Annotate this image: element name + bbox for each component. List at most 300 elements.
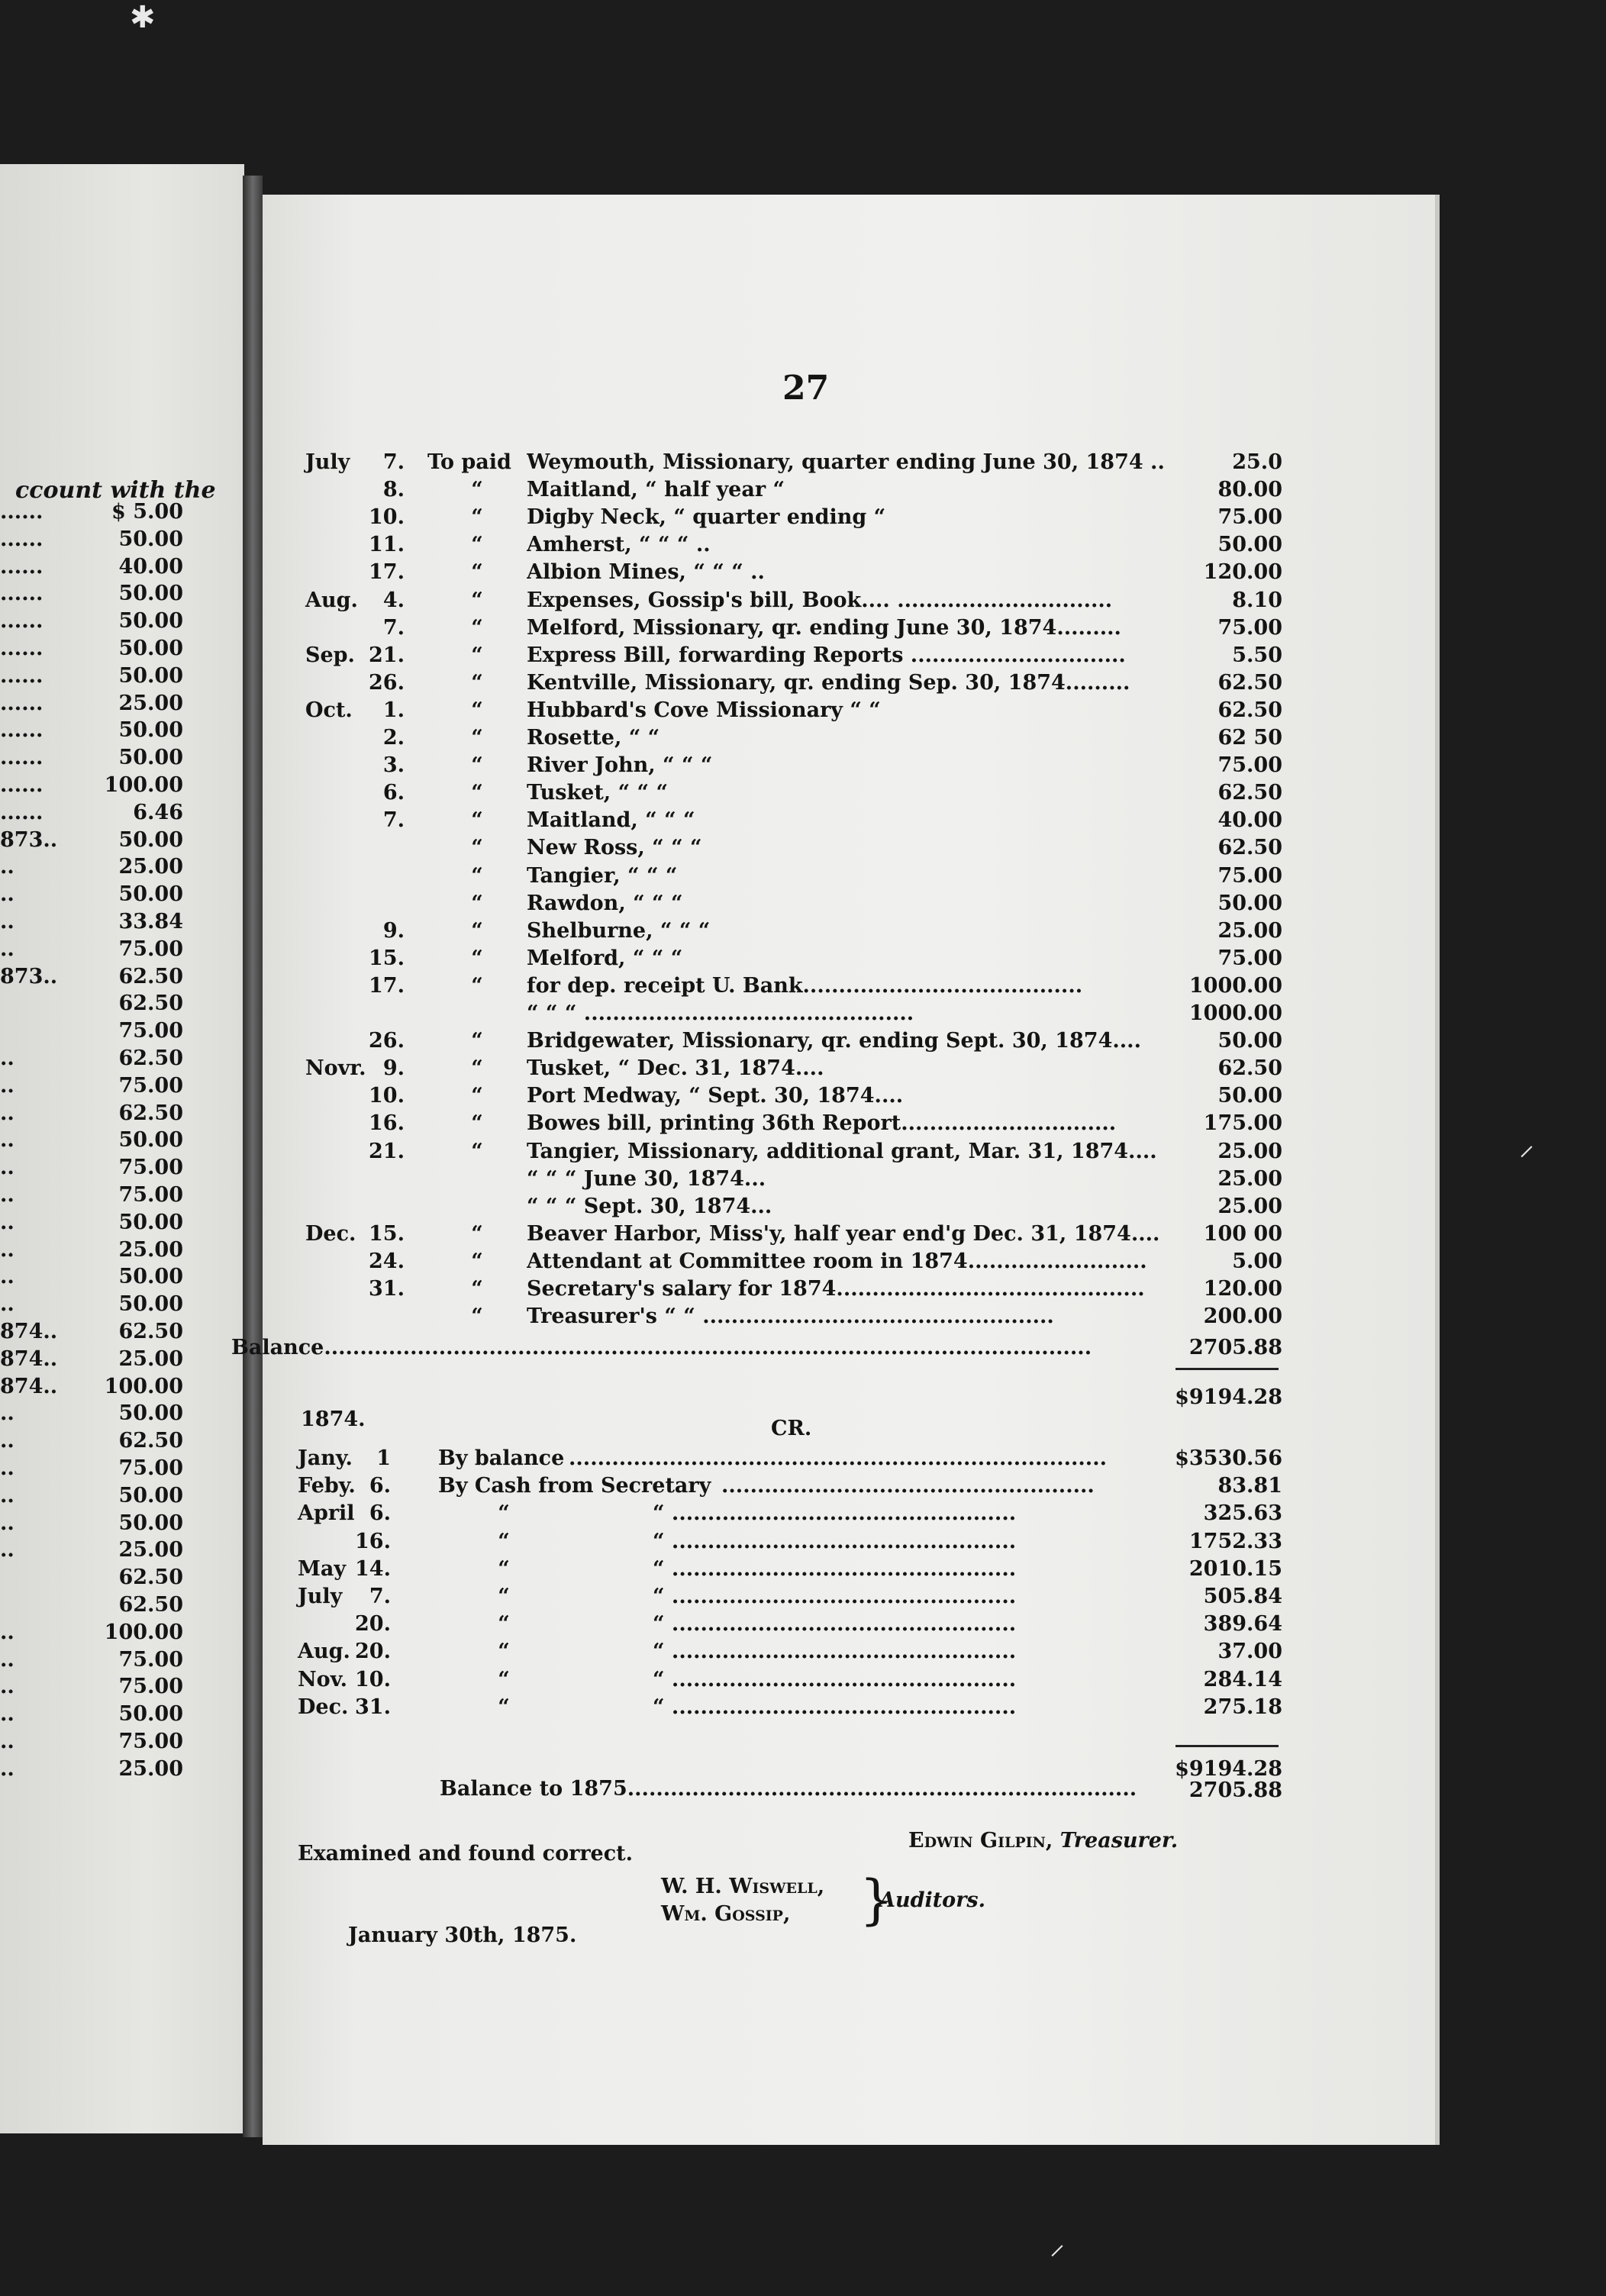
entry-description: Attendant at Committee room in 1874......................... [527, 1249, 1147, 1273]
left-row-prefix: .. [0, 1702, 15, 1727]
entry-to: To paid [427, 450, 511, 474]
entry-amount: 100 00 [1203, 1221, 1282, 1246]
credit-amount: 37.00 [1217, 1640, 1282, 1664]
left-page-row [0, 1730, 183, 1756]
entry-day: 6. [382, 781, 405, 805]
left-row-amount: 75.00 [118, 1156, 183, 1180]
credit-amount: 389.64 [1203, 1612, 1282, 1637]
entry-to: “ [471, 1277, 483, 1301]
entry-to: “ [471, 615, 483, 640]
left-page-row [0, 1675, 183, 1701]
left-row-prefix: ...... [0, 718, 44, 743]
entry-to: “ [471, 1139, 483, 1163]
entry-description: Tangier, “ “ “ [527, 863, 678, 888]
entry-day: 2. [382, 726, 405, 750]
left-row-amount: 25.00 [118, 1756, 183, 1781]
left-row-prefix: .. [0, 1183, 15, 1207]
entry-day: 7. [382, 450, 405, 474]
entry-to: “ [471, 973, 483, 998]
entry-day: 3. [382, 753, 405, 778]
left-row-prefix: ...... [0, 800, 44, 824]
entry-amount: 50.00 [1217, 1029, 1282, 1053]
entry-description: Melford, “ “ “ [527, 946, 683, 970]
left-row-prefix: .. [0, 1210, 15, 1234]
entry-to: “ [471, 753, 483, 778]
left-page-row [0, 937, 183, 963]
entry-to: “ [471, 1084, 483, 1108]
left-row-amount: 75.00 [118, 1073, 183, 1098]
left-row-prefix: ...... [0, 773, 44, 797]
left-row-amount: 62.50 [118, 1593, 183, 1617]
left-row-amount: 50.00 [118, 663, 183, 688]
credit-source: “ [498, 1585, 510, 1608]
entry-description: Tusket, “ Dec. 31, 1874.... [527, 1056, 824, 1081]
entry-amount: 62.50 [1217, 836, 1282, 860]
entry-amount: 62.50 [1217, 670, 1282, 695]
credit-leader: .................................................... [721, 1474, 1095, 1498]
auditor-gossip: Wm. Gossip, [661, 1902, 791, 1926]
entry-description: Tangier, Missionary, additional grant, Mar. 31, 1874.... [527, 1139, 1157, 1163]
left-row-amount: 40.00 [118, 554, 183, 579]
credit-amount: $3530.56 [1175, 1446, 1282, 1470]
left-page-row [0, 1128, 183, 1154]
left-page-row [0, 1183, 183, 1209]
entry-day: 16. [369, 1111, 405, 1136]
left-row-prefix: .. [0, 1101, 15, 1125]
credit-amount: 1752.33 [1188, 1529, 1282, 1553]
entry-day: 10. [369, 1084, 405, 1108]
entry-to: “ [471, 891, 483, 915]
left-row-prefix: ...... [0, 637, 44, 660]
left-row-prefix: .. [0, 855, 15, 879]
credit-source: “ [498, 1640, 510, 1664]
balance-amount: 2705.88 [1188, 1336, 1282, 1359]
left-row-prefix: 874.. [0, 1374, 58, 1398]
left-row-amount: 62.50 [118, 1429, 183, 1453]
entry-description: Amherst, “ “ “ .. [527, 533, 711, 557]
left-page-row [0, 1757, 183, 1783]
credit-total-rule [1175, 1745, 1279, 1747]
left-row-prefix: .. [0, 1538, 15, 1562]
entry-day: 9. [382, 918, 405, 943]
entry-description: “ “ “ June 30, 1874... [527, 1166, 766, 1191]
left-row-amount: 50.00 [118, 582, 183, 606]
entry-amount: 75.00 [1217, 753, 1282, 778]
credit-amount: 275.18 [1203, 1695, 1282, 1719]
entry-description: Bowes bill, printing 36th Report.............................. [527, 1111, 1117, 1136]
entry-to: “ [471, 698, 483, 722]
credit-month: Jany. [298, 1446, 353, 1470]
entry-amount: 8.10 [1232, 588, 1282, 612]
left-row-prefix: ...... [0, 663, 44, 688]
left-page-row [0, 746, 183, 772]
entry-amount: 120.00 [1203, 1277, 1282, 1301]
left-row-amount: 50.00 [118, 827, 183, 852]
debit-total: $9194.28 [1175, 1385, 1282, 1409]
entry-description: Kentville, Missionary, qr. ending Sep. 30, 1874......... [527, 670, 1130, 695]
entry-amount: 62.50 [1217, 698, 1282, 722]
entry-amount: 62.50 [1217, 1056, 1282, 1081]
entry-to: “ [471, 1056, 483, 1081]
credit-day: 16. [355, 1529, 391, 1553]
left-row-prefix: 873.. [0, 964, 58, 988]
credit-amount: 284.14 [1203, 1667, 1282, 1691]
entry-description: Express Bill, forwarding Reports .............................. [527, 643, 1126, 667]
entry-description: Melford, Missionary, qr. ending June 30, 1874......... [527, 615, 1121, 640]
entry-day: 26. [369, 1029, 405, 1053]
credit-day: 20. [355, 1640, 391, 1664]
entry-description: Rawdon, “ “ “ [527, 891, 683, 915]
left-row-prefix: .. [0, 1265, 15, 1289]
credit-month: Dec. [298, 1695, 349, 1719]
cr-year: 1874. [301, 1408, 366, 1431]
entry-month: Sep. [305, 643, 355, 667]
entry-day: 15. [369, 946, 405, 970]
left-row-prefix: .. [0, 1073, 15, 1098]
left-page-row [0, 1211, 183, 1237]
left-row-amount: 75.00 [118, 1647, 183, 1672]
left-page-row [0, 1347, 183, 1373]
entry-description: Shelburne, “ “ “ [527, 918, 711, 943]
entry-day: 4. [382, 588, 405, 612]
left-facing-page [0, 164, 244, 2133]
left-page-row [0, 1401, 183, 1427]
entry-amount: 25.00 [1217, 1194, 1282, 1218]
entry-to: “ [471, 726, 483, 750]
entry-description: Port Medway, “ Sept. 30, 1874.... [527, 1084, 904, 1108]
left-row-amount: 50.00 [118, 1511, 183, 1535]
left-page-row [0, 1511, 183, 1537]
entry-day: 1. [382, 698, 405, 722]
left-row-amount: 75.00 [118, 1730, 183, 1753]
entry-day: 31. [369, 1277, 405, 1301]
credit-source: “ [498, 1501, 510, 1526]
left-page-row [0, 1238, 183, 1264]
left-page-row [0, 1292, 183, 1318]
entry-description: Weymouth, Missionary, quarter ending June 30, 1874 .. [527, 450, 1165, 474]
film-scratch: ⸝ [1519, 1127, 1534, 1163]
credit-leader: “ ................................................ [653, 1640, 1017, 1664]
entry-to: “ [471, 643, 483, 667]
entry-day: 11. [369, 533, 405, 557]
credit-month: July [298, 1585, 343, 1608]
left-row-prefix: .. [0, 1456, 15, 1480]
left-row-amount: 50.00 [118, 1265, 183, 1289]
entry-day: 7. [382, 808, 405, 833]
left-page-row [0, 1702, 183, 1728]
entry-to: “ [471, 588, 483, 612]
left-page-header: ccount with the [15, 477, 216, 504]
balance-to-label: Balance to 1875....................................................................... [440, 1777, 1137, 1801]
entry-description: “ “ “ Sept. 30, 1874... [527, 1194, 772, 1218]
left-row-prefix: .. [0, 1046, 15, 1070]
left-page-row [0, 965, 183, 991]
left-page-row [0, 1019, 183, 1045]
left-row-amount: 62.50 [118, 1046, 183, 1070]
left-row-amount: 25.00 [118, 1538, 183, 1562]
left-row-prefix: .. [0, 1292, 15, 1317]
left-page-row [0, 1648, 183, 1674]
left-row-amount: 25.00 [118, 1346, 183, 1371]
entry-day: 15. [369, 1221, 405, 1246]
auditors-brace: } [859, 1869, 894, 1931]
credit-source: By Cash from Secretary [438, 1474, 711, 1498]
credit-amount: 325.63 [1203, 1501, 1282, 1526]
left-page-row [0, 992, 183, 1017]
left-page-row [0, 609, 183, 635]
credit-leader: “ ................................................ [653, 1612, 1017, 1637]
left-row-prefix: .. [0, 882, 15, 907]
entry-amount: 50.00 [1217, 1084, 1282, 1108]
entry-amount: 50.00 [1217, 533, 1282, 557]
credit-month: Nov. [298, 1667, 348, 1691]
left-page-row [0, 1620, 183, 1646]
entry-amount: 80.00 [1217, 478, 1282, 502]
left-row-prefix: .. [0, 1756, 15, 1781]
entry-to: “ [471, 863, 483, 888]
left-page-row [0, 773, 183, 799]
left-page-row [0, 882, 183, 908]
left-page-row [0, 1046, 183, 1072]
left-row-prefix: ...... [0, 554, 44, 579]
left-row-prefix: .. [0, 1675, 15, 1699]
entry-to: “ [471, 781, 483, 805]
credit-month: Aug. [298, 1640, 350, 1664]
film-scratch: ✱ [130, 0, 156, 35]
left-row-amount: 50.00 [118, 637, 183, 660]
credit-source: “ [498, 1556, 510, 1581]
credit-day: 10. [355, 1667, 391, 1691]
left-row-amount: 75.00 [118, 937, 183, 961]
left-row-amount: 50.00 [118, 1401, 183, 1426]
entry-to: “ [471, 918, 483, 943]
entry-to: “ [471, 478, 483, 502]
entry-to: “ [471, 1304, 483, 1329]
left-row-amount: 25.00 [118, 691, 183, 715]
entry-to: “ [471, 533, 483, 557]
left-row-prefix: .. [0, 1483, 15, 1508]
entry-description: Secretary's salary for 1874........................................... [527, 1277, 1145, 1301]
left-row-prefix: ...... [0, 582, 44, 606]
left-row-amount: 100.00 [104, 1620, 183, 1644]
left-row-amount: 75.00 [118, 1019, 183, 1043]
entry-day: 9. [382, 1056, 405, 1081]
entry-amount: 1000.00 [1188, 1001, 1282, 1025]
entry-description: Albion Mines, “ “ “ .. [527, 560, 765, 585]
left-row-amount: 100.00 [104, 773, 183, 797]
left-row-amount: 50.00 [118, 609, 183, 634]
left-row-amount: 50.00 [118, 1702, 183, 1727]
entry-description: River John, “ “ “ [527, 753, 713, 778]
left-row-prefix: .. [0, 1620, 15, 1644]
entry-day: 26. [369, 670, 405, 695]
credit-day: 31. [355, 1695, 391, 1719]
credit-month: April [298, 1501, 355, 1526]
left-row-prefix: ...... [0, 746, 44, 770]
left-row-amount: 50.00 [118, 527, 183, 551]
left-page-row [0, 1265, 183, 1291]
credit-amount: 2010.15 [1188, 1556, 1282, 1581]
entry-amount: 120.00 [1203, 560, 1282, 585]
left-row-amount: 62.50 [118, 992, 183, 1016]
left-page-row [0, 555, 183, 581]
balance-to-amount: 2705.88 [1188, 1778, 1282, 1802]
left-page-row [0, 692, 183, 718]
left-row-prefix: ...... [0, 527, 44, 551]
entry-day: 21. [369, 1139, 405, 1163]
left-page-row [0, 1320, 183, 1346]
left-row-amount: 25.00 [118, 855, 183, 879]
credit-leader: “ ................................................ [653, 1556, 1017, 1581]
entry-amount: 25.00 [1217, 1139, 1282, 1163]
entry-month: Novr. [305, 1056, 366, 1081]
entry-description: Expenses, Gossip's bill, Book.... .............................. [527, 588, 1113, 612]
entry-description: Tusket, “ “ “ [527, 781, 668, 805]
credit-leader: “ ................................................ [653, 1585, 1017, 1608]
entry-to: “ [471, 1249, 483, 1273]
left-row-prefix: .. [0, 1401, 15, 1426]
left-page-row [0, 582, 183, 608]
left-row-prefix: .. [0, 1429, 15, 1453]
left-page-row [0, 1101, 183, 1127]
entry-day: 7. [382, 615, 405, 640]
credit-leader: “ ................................................ [653, 1667, 1017, 1691]
credit-day: 14. [355, 1556, 391, 1581]
left-page-row [0, 910, 183, 936]
entry-amount: 75.00 [1217, 505, 1282, 530]
entry-to: “ [471, 836, 483, 860]
left-row-amount: 100.00 [104, 1374, 183, 1398]
left-row-prefix: 874.. [0, 1346, 58, 1371]
left-page-row [0, 1456, 183, 1482]
left-row-amount: 50.00 [118, 1483, 183, 1508]
left-row-prefix: .. [0, 910, 15, 934]
credit-day: 20. [355, 1612, 391, 1637]
left-row-prefix: .. [0, 937, 15, 961]
credit-source: “ [498, 1529, 510, 1553]
entry-to: “ [471, 670, 483, 695]
credit-amount: 83.81 [1217, 1474, 1282, 1498]
left-page-row [0, 855, 183, 881]
left-row-prefix: .. [0, 1647, 15, 1672]
left-page-row [0, 500, 183, 526]
left-row-amount: 50.00 [118, 718, 183, 743]
credit-source: “ [498, 1695, 510, 1719]
entry-amount: 75.00 [1217, 946, 1282, 970]
entry-description: “ “ “ .............................................. [527, 1001, 914, 1025]
entry-description: Digby Neck, “ quarter ending “ [527, 505, 886, 530]
left-page-row [0, 1429, 183, 1455]
entry-day: 17. [369, 973, 405, 998]
entry-month: Dec. [305, 1221, 356, 1246]
left-row-prefix: .. [0, 1730, 15, 1753]
left-page-row [0, 1538, 183, 1564]
entry-description: Maitland, “ half year “ [527, 478, 785, 502]
examined-statement: Examined and found correct. [298, 1842, 634, 1866]
entry-to: “ [471, 505, 483, 530]
entry-to: “ [471, 1221, 483, 1246]
left-page-row [0, 1375, 183, 1401]
entry-day: 8. [382, 478, 405, 502]
entry-description: New Ross, “ “ “ [527, 836, 702, 860]
left-row-amount: 62.50 [118, 1320, 183, 1343]
entry-amount: 40.00 [1217, 808, 1282, 833]
film-scratch: ⸝ [1050, 2227, 1065, 2262]
left-page-row [0, 1484, 183, 1510]
left-row-prefix: .. [0, 1156, 15, 1180]
left-page-row [0, 1593, 183, 1619]
entry-amount: 75.00 [1217, 615, 1282, 640]
credit-amount: 505.84 [1203, 1585, 1282, 1608]
treasurer-title: Treasurer. [1059, 1829, 1179, 1853]
entry-description: Treasurer's “ “ ................................................. [527, 1304, 1054, 1329]
entry-to: “ [471, 560, 483, 585]
balance-label: Balance........................................................................................................... [231, 1336, 1092, 1359]
left-row-amount: 50.00 [118, 1210, 183, 1234]
left-row-prefix: .. [0, 1511, 15, 1535]
entry-day: 10. [369, 505, 405, 530]
left-page-row [0, 1074, 183, 1100]
entry-amount: 62.50 [1217, 781, 1282, 805]
credit-source: “ [498, 1667, 510, 1691]
entry-amount: 175.00 [1203, 1111, 1282, 1136]
entry-amount: 1000.00 [1188, 973, 1282, 998]
left-page-row [0, 1156, 183, 1182]
entry-description: Hubbard's Cove Missionary “ “ [527, 698, 881, 722]
credit-day: 1 [376, 1446, 391, 1470]
left-row-amount: 50.00 [118, 746, 183, 770]
treasurer-signature [908, 1829, 1178, 1853]
entry-description: for dep. receipt U. Bank....................................... [527, 973, 1083, 998]
page-number: 27 [782, 369, 830, 408]
auditor-wiswell: W. H. Wiswell, [661, 1875, 825, 1898]
left-row-amount: 75.00 [118, 1675, 183, 1699]
credit-total: $9194.28 [1175, 1757, 1282, 1781]
book-spine [243, 176, 263, 2137]
left-row-amount: 62.50 [118, 964, 183, 988]
left-row-amount: 25.00 [118, 1237, 183, 1262]
entry-description: Beaver Harbor, Miss'y, half year end'g Dec. 31, 1874.... [527, 1221, 1160, 1246]
entry-amount: 200.00 [1203, 1304, 1282, 1329]
left-row-prefix: .. [0, 1237, 15, 1262]
left-row-amount: 62.50 [118, 1566, 183, 1590]
left-page-row [0, 801, 183, 827]
left-page-row [0, 527, 183, 553]
report-date: January 30th, 1875. [348, 1924, 577, 1947]
entry-amount: 5.00 [1232, 1249, 1282, 1273]
left-row-amount: $ 5.00 [111, 500, 183, 524]
entry-to: “ [471, 946, 483, 970]
entry-description: Rosette, “ “ [527, 726, 660, 750]
left-row-amount: 62.50 [118, 1101, 183, 1125]
credit-source: By balance [438, 1446, 565, 1470]
credit-source: “ [498, 1612, 510, 1637]
entry-amount: 25.00 [1217, 1166, 1282, 1191]
left-row-amount: 50.00 [118, 1292, 183, 1317]
entry-amount: 25.00 [1217, 918, 1282, 943]
entry-description: Bridgewater, Missionary, qr. ending Sept. 30, 1874.... [527, 1029, 1141, 1053]
left-row-amount: 33.84 [118, 910, 183, 934]
left-row-amount: 75.00 [118, 1456, 183, 1480]
credit-month: Feby. [298, 1474, 356, 1498]
entry-day: 17. [369, 560, 405, 585]
credit-leader: “ ................................................ [653, 1501, 1017, 1526]
left-row-prefix: .. [0, 1128, 15, 1153]
left-row-amount: 50.00 [118, 1128, 183, 1153]
treasurer-name: Edwin Gilpin, [908, 1829, 1053, 1853]
entry-to: “ [471, 1029, 483, 1053]
entry-description: Maitland, “ “ “ [527, 808, 695, 833]
